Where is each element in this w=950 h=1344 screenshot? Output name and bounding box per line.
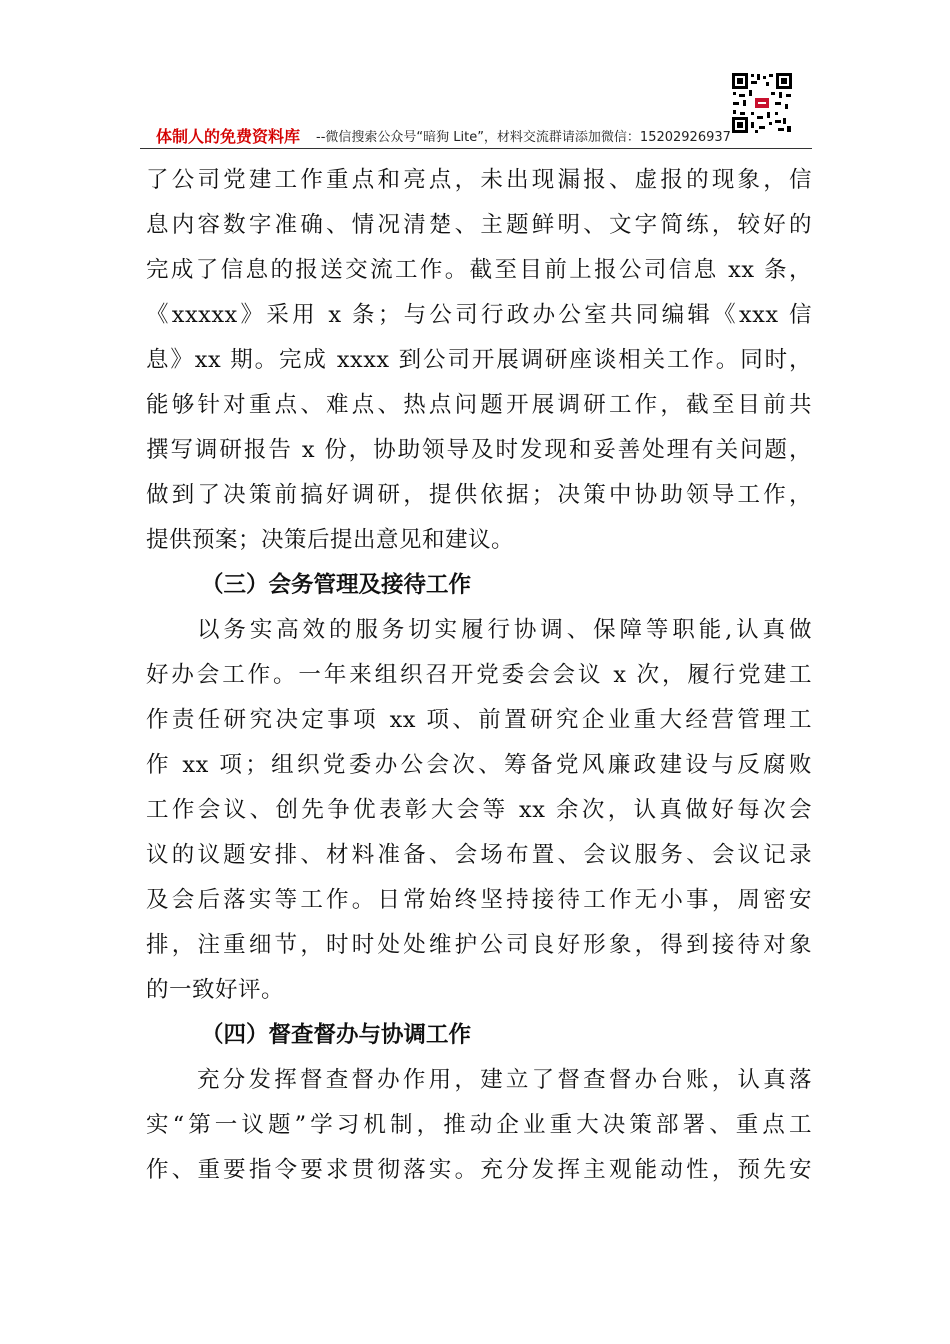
- text-line: 撰写调研报告 x 份，协助领导及时发现和妥善处理有关问题，: [146, 437, 812, 463]
- text-line: 做到了决策前搞好调研，提供依据；决策中协助领导工作，: [146, 482, 812, 508]
- header-tagline: --微信搜索公众号“暗狗 Lite”，材料交流群请添加微信：15202926937: [316, 130, 731, 145]
- text-line: 的一致好评。: [146, 977, 285, 1003]
- text-line: 提供预案；决策后提出意见和建议。: [146, 527, 515, 553]
- text-line: 作、重要指令要求贯彻落实。充分发挥主观能动性，预先安: [146, 1157, 812, 1183]
- text-line: 能够针对重点、难点、热点问题开展调研工作，截至目前共: [146, 392, 812, 418]
- text-line: 《xxxxx》采用 x 条；与公司行政办公室共同编辑《xxx 信: [146, 302, 812, 328]
- text-line: 作责任研究决定事项 xx 项、前置研究企业重大经营管理工: [146, 707, 812, 733]
- section-heading: （四）督查督办与协调工作: [201, 1022, 472, 1048]
- text-line: 好办会工作。一年来组织召开党委会会议 x 次，履行党建工: [146, 662, 812, 688]
- text-line: 息》xx 期。完成 xxxx 到公司开展调研座谈相关工作。同时，: [146, 347, 812, 373]
- header-brand: 体制人的免费资料库: [156, 127, 301, 146]
- text-line: 了公司党建工作重点和亮点，未出现漏报、虚报的现象，信: [146, 167, 812, 193]
- text-line: 排，注重细节，时时处处维护公司良好形象，得到接待对象: [146, 932, 812, 958]
- text-line: 以务实高效的服务切实履行协调、保障等职能,认真做: [197, 617, 812, 643]
- text-line: 充分发挥督查督办作用，建立了督查督办台账，认真落: [197, 1067, 812, 1093]
- text-line: 议的议题安排、材料准备、会场布置、会议服务、会议记录: [146, 842, 812, 868]
- text-line: 及会后落实等工作。日常始终坚持接待工作无小事，周密安: [146, 887, 812, 913]
- text-line: 作 xx 项；组织党委办公会次、筹备党风廉政建设与反腐败: [146, 752, 812, 778]
- text-line: 完成了信息的报送交流工作。截至目前上报公司信息 xx 条，: [146, 257, 812, 283]
- text-line: 工作会议、创先争优表彰大会等 xx 余次，认真做好每次会: [146, 797, 812, 823]
- section-heading: （三）会务管理及接待工作: [201, 572, 472, 598]
- page-header: [140, 118, 812, 149]
- document-body: [146, 158, 812, 1193]
- text-line: 实“第一议题”学习机制，推动企业重大决策部署、重点工: [146, 1112, 812, 1138]
- text-line: 息内容数字准确、情况清楚、主题鲜明、文字简练，较好的: [146, 212, 812, 238]
